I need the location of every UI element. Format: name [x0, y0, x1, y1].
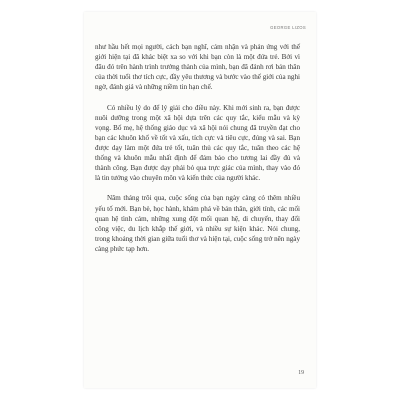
paragraph-3: Năm tháng trôi qua, cuộc sống của bạn ngày càng có thêm nhiều yếu tố mới. Bạn bè, học hành, khám phá về bản thân, giới tính, các mối quan hệ tình cảm, những xung đột mối quan hệ, di chuyển, thay đổi công việc, du lịch khắp thế giới, và nhiều sự kiện khác. Nói chung, trong khoảng thời gian giữa tuổi thơ và hiện tại, cuộc sống trở nên ngày càng phức tạp hơn. — [95, 194, 300, 253]
book-page — [84, 12, 316, 388]
running-header-author: GEORGE LIZOS — [270, 25, 306, 30]
paragraph-2: Có nhiều lý do để lý giải cho điều này. Khi mới sinh ra, bạn được nuôi dưỡng trong một xã hội dựa trên các quy tắc, kiểu mẫu và kỳ vọng. Bố mẹ, hệ thống giáo dục và xã hội nói chung đã truyền đạt cho bạn các khuôn khổ về tốt và xấu, tích cực và tiêu cực, đúng và sai. Bạn được dạy làm một đứa trẻ tốt, tuân thủ các quy tắc, tuân theo các hệ thống và khuôn mẫu nhất định để đảm bảo cho tương lai đầy đủ và thành công. Bạn được dạy phải bỏ qua trực giác của mình, thay vào đó là tin tưởng vào chuyên môn và kiến thức của người khác. — [95, 103, 300, 183]
body-text — [95, 42, 300, 254]
paragraph-1: như hầu hết mọi người, cách bạn nghĩ, cảm nhận và phản ứng với thế giới hiện tại đã khác biệt xa so với khi bạn còn là một đứa trẻ. Bởi vì đâu đó trên hành trình trưởng thành của mình, bạn đã đánh rơi bản thân của thời tuổi thơ tích cực, đầy yêu thương và bước vào thế giới của nghi ngờ, đánh giá và những niềm tin hạn chế. — [95, 43, 300, 92]
page-number: 19 — [298, 370, 304, 376]
